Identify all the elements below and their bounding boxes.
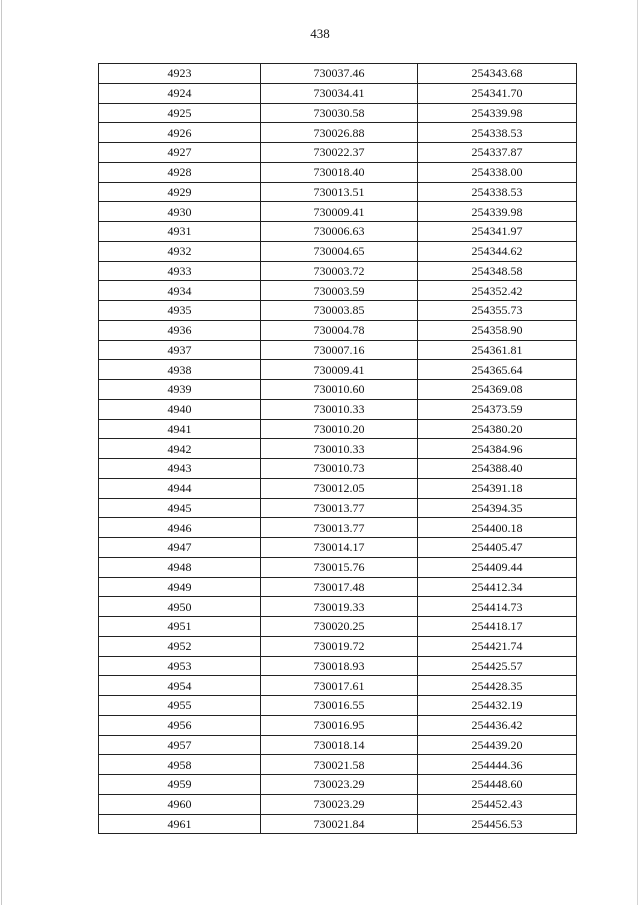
y-coordinate-cell: 254339.98 bbox=[418, 202, 577, 222]
table-row bbox=[99, 814, 577, 834]
point-number-cell: 4940 bbox=[99, 399, 261, 419]
table-row bbox=[99, 498, 577, 518]
x-coordinate-cell: 730017.61 bbox=[261, 676, 418, 696]
table-row bbox=[99, 735, 577, 755]
y-coordinate-cell: 254436.42 bbox=[418, 715, 577, 735]
point-number-cell: 4943 bbox=[99, 459, 261, 479]
x-coordinate-cell: 730019.33 bbox=[261, 597, 418, 617]
y-coordinate-cell: 254337.87 bbox=[418, 143, 577, 163]
point-number-cell: 4958 bbox=[99, 755, 261, 775]
y-coordinate-cell: 254448.60 bbox=[418, 775, 577, 795]
x-coordinate-cell: 730018.40 bbox=[261, 162, 418, 182]
table-row bbox=[99, 538, 577, 558]
y-coordinate-cell: 254358.90 bbox=[418, 320, 577, 340]
table-row bbox=[99, 518, 577, 538]
y-coordinate-cell: 254338.00 bbox=[418, 162, 577, 182]
y-coordinate-cell: 254432.19 bbox=[418, 696, 577, 716]
table-row bbox=[99, 439, 577, 459]
scan-right-edge bbox=[637, 0, 638, 905]
y-coordinate-cell: 254384.96 bbox=[418, 439, 577, 459]
table-row bbox=[99, 103, 577, 123]
table-row bbox=[99, 399, 577, 419]
table-row bbox=[99, 676, 577, 696]
y-coordinate-cell: 254361.81 bbox=[418, 340, 577, 360]
table-row bbox=[99, 597, 577, 617]
table-row bbox=[99, 340, 577, 360]
x-coordinate-cell: 730018.93 bbox=[261, 656, 418, 676]
y-coordinate-cell: 254341.97 bbox=[418, 222, 577, 242]
point-number-cell: 4924 bbox=[99, 83, 261, 103]
point-number-cell: 4948 bbox=[99, 557, 261, 577]
point-number-cell: 4955 bbox=[99, 696, 261, 716]
x-coordinate-cell: 730014.17 bbox=[261, 538, 418, 558]
table-row bbox=[99, 715, 577, 735]
table-row bbox=[99, 222, 577, 242]
x-coordinate-cell: 730003.59 bbox=[261, 281, 418, 301]
point-number-cell: 4925 bbox=[99, 103, 261, 123]
x-coordinate-cell: 730037.46 bbox=[261, 64, 418, 84]
y-coordinate-cell: 254369.08 bbox=[418, 380, 577, 400]
x-coordinate-cell: 730006.63 bbox=[261, 222, 418, 242]
x-coordinate-cell: 730010.33 bbox=[261, 439, 418, 459]
point-number-cell: 4938 bbox=[99, 360, 261, 380]
y-coordinate-cell: 254421.74 bbox=[418, 636, 577, 656]
x-coordinate-cell: 730026.88 bbox=[261, 123, 418, 143]
x-coordinate-cell: 730022.37 bbox=[261, 143, 418, 163]
x-coordinate-cell: 730004.65 bbox=[261, 241, 418, 261]
x-coordinate-cell: 730007.16 bbox=[261, 340, 418, 360]
table-row bbox=[99, 360, 577, 380]
y-coordinate-cell: 254412.34 bbox=[418, 577, 577, 597]
x-coordinate-cell: 730018.14 bbox=[261, 735, 418, 755]
y-coordinate-cell: 254444.36 bbox=[418, 755, 577, 775]
x-coordinate-cell: 730010.33 bbox=[261, 399, 418, 419]
point-number-cell: 4929 bbox=[99, 182, 261, 202]
table-row bbox=[99, 281, 577, 301]
table-row bbox=[99, 301, 577, 321]
table-row bbox=[99, 577, 577, 597]
point-number-cell: 4935 bbox=[99, 301, 261, 321]
scan-left-edge bbox=[1, 0, 2, 905]
y-coordinate-cell: 254388.40 bbox=[418, 459, 577, 479]
x-coordinate-cell: 730013.77 bbox=[261, 518, 418, 538]
point-number-cell: 4930 bbox=[99, 202, 261, 222]
table-row bbox=[99, 380, 577, 400]
coordinates-table-body bbox=[99, 64, 577, 834]
point-number-cell: 4957 bbox=[99, 735, 261, 755]
x-coordinate-cell: 730021.84 bbox=[261, 814, 418, 834]
y-coordinate-cell: 254394.35 bbox=[418, 498, 577, 518]
x-coordinate-cell: 730017.48 bbox=[261, 577, 418, 597]
y-coordinate-cell: 254373.59 bbox=[418, 399, 577, 419]
x-coordinate-cell: 730023.29 bbox=[261, 794, 418, 814]
table-row bbox=[99, 202, 577, 222]
y-coordinate-cell: 254414.73 bbox=[418, 597, 577, 617]
point-number-cell: 4946 bbox=[99, 518, 261, 538]
point-number-cell: 4947 bbox=[99, 538, 261, 558]
y-coordinate-cell: 254341.70 bbox=[418, 83, 577, 103]
point-number-cell: 4951 bbox=[99, 617, 261, 637]
point-number-cell: 4937 bbox=[99, 340, 261, 360]
y-coordinate-cell: 254352.42 bbox=[418, 281, 577, 301]
point-number-cell: 4934 bbox=[99, 281, 261, 301]
x-coordinate-cell: 730009.41 bbox=[261, 202, 418, 222]
x-coordinate-cell: 730015.76 bbox=[261, 557, 418, 577]
point-number-cell: 4953 bbox=[99, 656, 261, 676]
y-coordinate-cell: 254400.18 bbox=[418, 518, 577, 538]
table-row bbox=[99, 419, 577, 439]
y-coordinate-cell: 254405.47 bbox=[418, 538, 577, 558]
y-coordinate-cell: 254439.20 bbox=[418, 735, 577, 755]
table-row bbox=[99, 656, 577, 676]
point-number-cell: 4939 bbox=[99, 380, 261, 400]
point-number-cell: 4942 bbox=[99, 439, 261, 459]
y-coordinate-cell: 254344.62 bbox=[418, 241, 577, 261]
point-number-cell: 4927 bbox=[99, 143, 261, 163]
x-coordinate-cell: 730010.60 bbox=[261, 380, 418, 400]
table-row bbox=[99, 636, 577, 656]
point-number-cell: 4926 bbox=[99, 123, 261, 143]
table-row bbox=[99, 162, 577, 182]
table-row bbox=[99, 617, 577, 637]
point-number-cell: 4932 bbox=[99, 241, 261, 261]
table-row bbox=[99, 182, 577, 202]
x-coordinate-cell: 730034.41 bbox=[261, 83, 418, 103]
y-coordinate-cell: 254456.53 bbox=[418, 814, 577, 834]
page-number: 438 bbox=[310, 26, 330, 41]
y-coordinate-cell: 254339.98 bbox=[418, 103, 577, 123]
y-coordinate-cell: 254428.35 bbox=[418, 676, 577, 696]
point-number-cell: 4961 bbox=[99, 814, 261, 834]
table-row bbox=[99, 123, 577, 143]
point-number-cell: 4945 bbox=[99, 498, 261, 518]
table-row bbox=[99, 459, 577, 479]
point-number-cell: 4954 bbox=[99, 676, 261, 696]
x-coordinate-cell: 730021.58 bbox=[261, 755, 418, 775]
table-row bbox=[99, 261, 577, 281]
x-coordinate-cell: 730013.77 bbox=[261, 498, 418, 518]
point-number-cell: 4941 bbox=[99, 419, 261, 439]
x-coordinate-cell: 730009.41 bbox=[261, 360, 418, 380]
y-coordinate-cell: 254391.18 bbox=[418, 478, 577, 498]
y-coordinate-cell: 254343.68 bbox=[418, 64, 577, 84]
point-number-cell: 4923 bbox=[99, 64, 261, 84]
x-coordinate-cell: 730010.20 bbox=[261, 419, 418, 439]
point-number-cell: 4944 bbox=[99, 478, 261, 498]
x-coordinate-cell: 730016.95 bbox=[261, 715, 418, 735]
x-coordinate-cell: 730019.72 bbox=[261, 636, 418, 656]
point-number-cell: 4952 bbox=[99, 636, 261, 656]
y-coordinate-cell: 254338.53 bbox=[418, 182, 577, 202]
table-row bbox=[99, 64, 577, 84]
x-coordinate-cell: 730013.51 bbox=[261, 182, 418, 202]
point-number-cell: 4933 bbox=[99, 261, 261, 281]
y-coordinate-cell: 254348.58 bbox=[418, 261, 577, 281]
x-coordinate-cell: 730023.29 bbox=[261, 775, 418, 795]
table-row bbox=[99, 557, 577, 577]
table-row bbox=[99, 320, 577, 340]
x-coordinate-cell: 730003.72 bbox=[261, 261, 418, 281]
y-coordinate-cell: 254380.20 bbox=[418, 419, 577, 439]
table-row bbox=[99, 83, 577, 103]
table-row bbox=[99, 755, 577, 775]
table-row bbox=[99, 794, 577, 814]
table-row bbox=[99, 696, 577, 716]
table-row bbox=[99, 775, 577, 795]
point-number-cell: 4936 bbox=[99, 320, 261, 340]
x-coordinate-cell: 730003.85 bbox=[261, 301, 418, 321]
y-coordinate-cell: 254355.73 bbox=[418, 301, 577, 321]
x-coordinate-cell: 730016.55 bbox=[261, 696, 418, 716]
y-coordinate-cell: 254365.64 bbox=[418, 360, 577, 380]
y-coordinate-cell: 254452.43 bbox=[418, 794, 577, 814]
y-coordinate-cell: 254425.57 bbox=[418, 656, 577, 676]
table-row bbox=[99, 143, 577, 163]
point-number-cell: 4950 bbox=[99, 597, 261, 617]
x-coordinate-cell: 730020.25 bbox=[261, 617, 418, 637]
y-coordinate-cell: 254338.53 bbox=[418, 123, 577, 143]
x-coordinate-cell: 730004.78 bbox=[261, 320, 418, 340]
coordinates-table bbox=[98, 63, 577, 834]
point-number-cell: 4931 bbox=[99, 222, 261, 242]
point-number-cell: 4959 bbox=[99, 775, 261, 795]
point-number-cell: 4960 bbox=[99, 794, 261, 814]
table-row bbox=[99, 478, 577, 498]
point-number-cell: 4928 bbox=[99, 162, 261, 182]
point-number-cell: 4949 bbox=[99, 577, 261, 597]
y-coordinate-cell: 254409.44 bbox=[418, 557, 577, 577]
y-coordinate-cell: 254418.17 bbox=[418, 617, 577, 637]
table-row bbox=[99, 241, 577, 261]
point-number-cell: 4956 bbox=[99, 715, 261, 735]
x-coordinate-cell: 730010.73 bbox=[261, 459, 418, 479]
x-coordinate-cell: 730012.05 bbox=[261, 478, 418, 498]
x-coordinate-cell: 730030.58 bbox=[261, 103, 418, 123]
